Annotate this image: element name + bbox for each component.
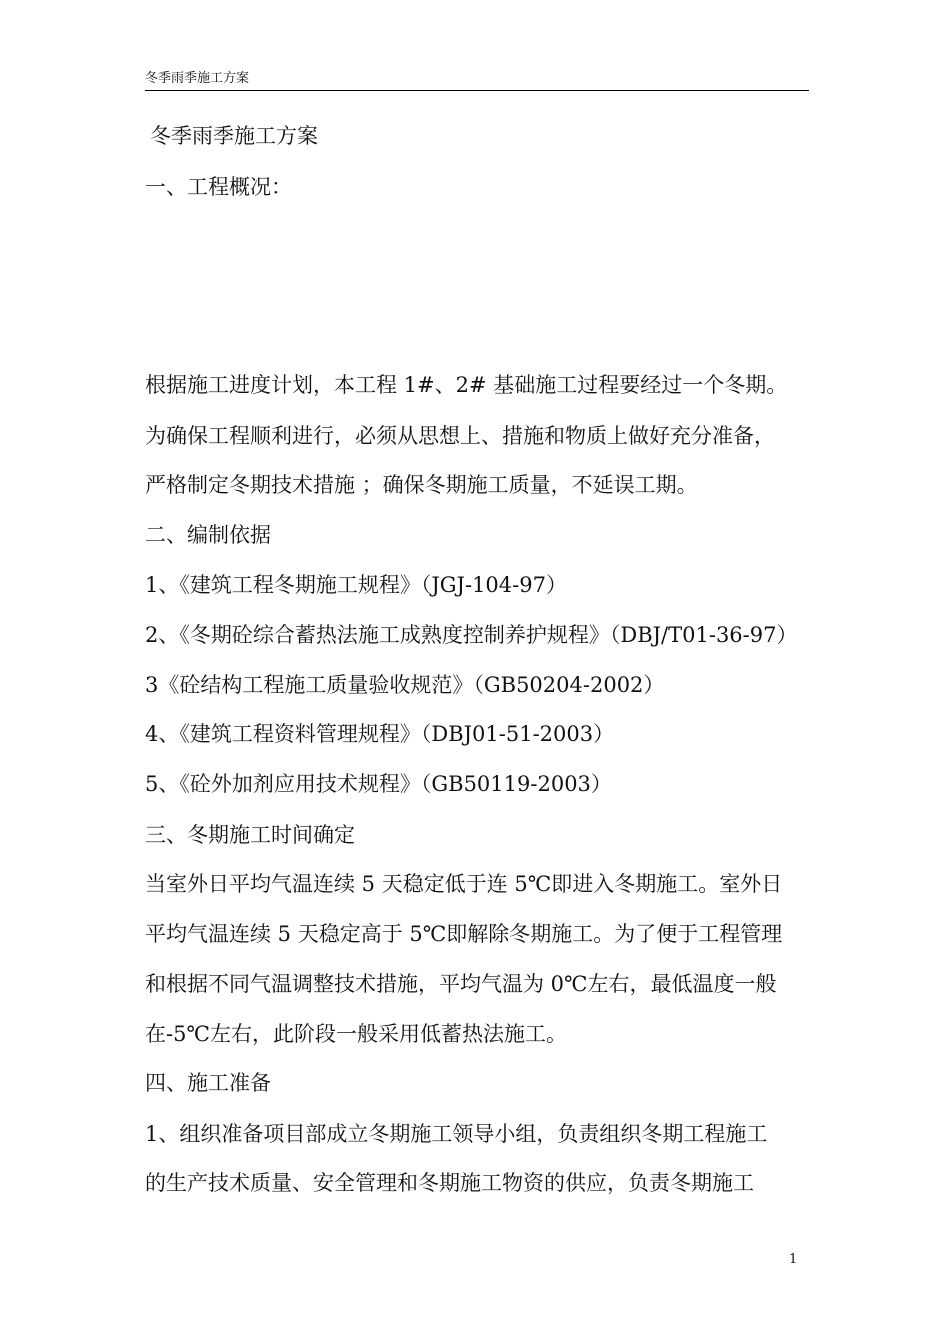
reference-item: 1、《建筑工程冬期施工规程》（JGJ-104-97）: [145, 573, 567, 597]
reference-item: 3《砼结构工程施工质量验收规范》（GB50204-2002）: [145, 673, 665, 697]
section-heading-preparation: 四、施工准备: [145, 1071, 271, 1095]
paragraph-line: 和根据不同气温调整技术措施，平均气温为 0℃左右，最低温度一般: [145, 972, 777, 996]
paragraph-line: 严格制定冬期技术措施 ；确保冬期施工质量，不延误工期。: [145, 473, 698, 497]
document-title: 冬季雨季施工方案: [150, 124, 318, 148]
paragraph-line: 1、组织准备项目部成立冬期施工领导小组，负责组织冬期工程施工: [145, 1122, 768, 1146]
paragraph-line: 的生产技术质量、安全管理和冬期施工物资的供应，负责冬期施工: [145, 1171, 754, 1195]
reference-item: 5、《砼外加剂应用技术规程》（GB50119-2003）: [145, 772, 612, 796]
section-heading-basis: 二、编制依据: [145, 523, 271, 547]
section-heading-overview: 一、工程概况：: [145, 175, 292, 199]
paragraph-line: 当室外日平均气温连续 5 天稳定低于连 5℃即进入冬期施工。室外日: [145, 872, 783, 896]
reference-item: 2、《冬期砼综合蓄热法施工成熟度控制养护规程》（DBJ/T01-36-97）: [145, 623, 798, 647]
paragraph-line: 根据施工进度计划，本工程 1#、2# 基础施工过程要经过一个冬期。: [145, 373, 788, 397]
page-header: [145, 68, 809, 91]
section-heading-timing: 三、冬期施工时间确定: [145, 823, 355, 847]
page-number: 1: [789, 1252, 798, 1267]
reference-item: 4、《建筑工程资料管理规程》（DBJ01-51-2003）: [145, 722, 615, 746]
paragraph-line: 在-5℃左右，此阶段一般采用低蓄热法施工。: [145, 1022, 567, 1046]
running-title: 冬季雨季施工方案: [145, 71, 250, 86]
paragraph-line: 为确保工程顺利进行，必须从思想上、措施和物质上做好充分准备，: [145, 424, 775, 448]
paragraph-line: 平均气温连续 5 天稳定高于 5℃即解除冬期施工。为了便于工程管理: [145, 922, 783, 946]
